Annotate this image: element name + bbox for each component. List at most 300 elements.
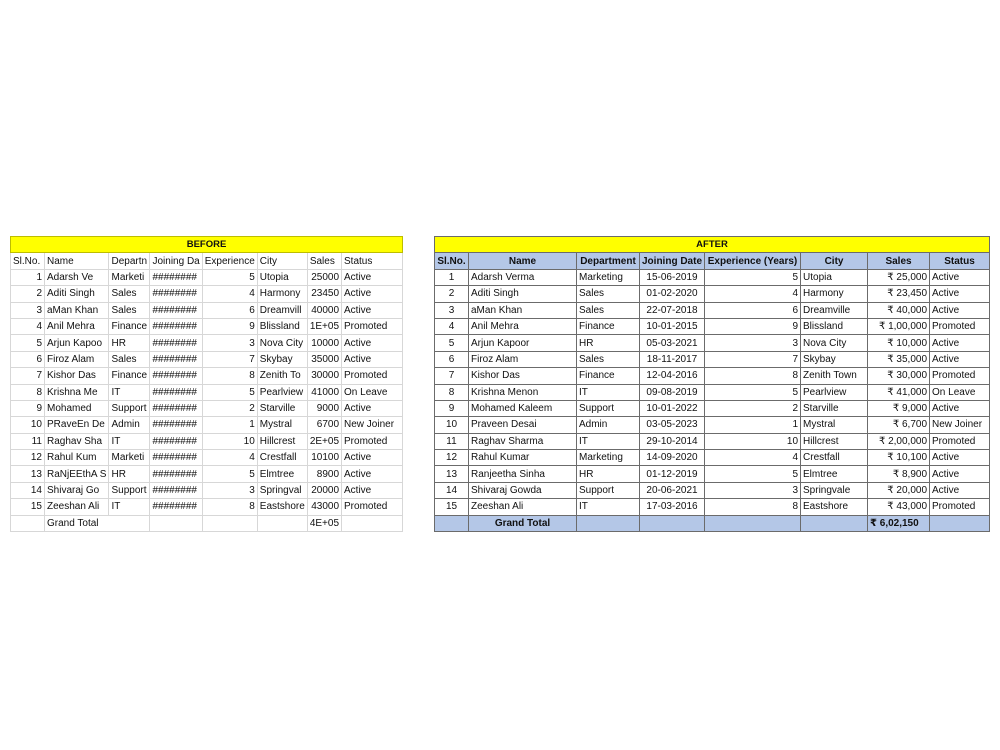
table-cell: 12: [435, 450, 469, 466]
table-cell: Promoted: [342, 433, 403, 449]
table-cell: 15: [435, 499, 469, 515]
table-cell: Rahul Kum: [45, 450, 109, 466]
table-cell: Active: [930, 286, 990, 302]
table-cell: IT: [109, 499, 150, 515]
table-cell: Promoted: [342, 368, 403, 384]
table-row: [435, 400, 990, 416]
table-cell: Marketing: [577, 450, 640, 466]
table-cell: ########: [150, 286, 202, 302]
table-cell: 4: [202, 450, 257, 466]
after-header-cell: Name: [469, 253, 577, 269]
table-cell: Nova City: [801, 335, 868, 351]
before-header-cell: Departn: [109, 253, 150, 269]
table-row: [11, 499, 403, 515]
before-total-row: [11, 515, 403, 531]
table-cell: 5: [202, 384, 257, 400]
table-cell: 4: [435, 318, 469, 334]
table-cell: 1: [705, 417, 801, 433]
after-header-cell: Status: [930, 253, 990, 269]
after-table-body: [435, 237, 990, 270]
after-header-cell: Department: [577, 253, 640, 269]
table-cell: 9000: [307, 400, 341, 416]
table-cell: Hillcrest: [801, 433, 868, 449]
table-cell: Crestfall: [257, 450, 307, 466]
table-cell: Mohamed Kaleem: [469, 400, 577, 416]
table-row: [435, 318, 990, 334]
table-cell: Marketing: [577, 269, 640, 285]
before-total-value: 4E+05: [307, 515, 341, 531]
table-cell: aMan Khan: [45, 302, 109, 318]
table-cell: Active: [342, 450, 403, 466]
table-cell: Sales: [577, 351, 640, 367]
table-cell: IT: [109, 433, 150, 449]
table-cell: 30000: [307, 368, 341, 384]
table-cell: ########: [150, 368, 202, 384]
table-cell: 3: [705, 335, 801, 351]
table-cell: 10: [202, 433, 257, 449]
table-cell: ₹ 35,000: [868, 351, 930, 367]
table-row: [11, 368, 403, 384]
table-cell: 14-09-2020: [640, 450, 705, 466]
table-cell: Skybay: [801, 351, 868, 367]
after-total-value: ₹ 6,02,150: [868, 515, 930, 531]
after-data-rows: [435, 269, 990, 515]
table-cell: 4: [705, 450, 801, 466]
table-cell: 3: [435, 302, 469, 318]
table-cell: Active: [342, 466, 403, 482]
table-cell: 10-01-2015: [640, 318, 705, 334]
table-cell: Harmony: [257, 286, 307, 302]
table-cell: 7: [11, 368, 45, 384]
table-cell: 5: [705, 466, 801, 482]
table-row: [435, 335, 990, 351]
table-cell: Arjun Kapoo: [45, 335, 109, 351]
table-cell: 13: [435, 466, 469, 482]
table-cell: Active: [930, 450, 990, 466]
after-total: [435, 515, 990, 531]
table-cell: Admin: [577, 417, 640, 433]
before-header-cell: Experience: [202, 253, 257, 269]
after-header-cell: City: [801, 253, 868, 269]
table-cell: 1: [435, 269, 469, 285]
after-total-row: [435, 515, 990, 531]
table-cell: ########: [150, 499, 202, 515]
before-header-cell: Joining Da: [150, 253, 202, 269]
table-cell: Utopia: [257, 269, 307, 285]
table-cell: Marketi: [109, 450, 150, 466]
table-cell: ₹ 20,000: [868, 482, 930, 498]
table-cell: 8: [705, 499, 801, 515]
table-cell: 6: [705, 302, 801, 318]
table-cell: 15-06-2019: [640, 269, 705, 285]
table-cell: Dreamvill: [257, 302, 307, 318]
table-cell: Zeeshan Ali: [45, 499, 109, 515]
table-cell: Finance: [577, 368, 640, 384]
table-cell: 25000: [307, 269, 341, 285]
table-cell: Active: [342, 302, 403, 318]
table-cell: ₹ 41,000: [868, 384, 930, 400]
table-cell: 03-05-2023: [640, 417, 705, 433]
table-cell: 10: [435, 417, 469, 433]
table-cell: Crestfall: [801, 450, 868, 466]
table-cell: IT: [577, 433, 640, 449]
table-cell: 2: [435, 286, 469, 302]
table-cell: Mystral: [257, 417, 307, 433]
table-row: [11, 450, 403, 466]
table-cell: ₹ 23,450: [868, 286, 930, 302]
table-cell: Pearlview: [801, 384, 868, 400]
table-row: [11, 400, 403, 416]
table-cell: 4: [202, 286, 257, 302]
table-cell: ₹ 2,00,000: [868, 433, 930, 449]
after-header-cell: Joining Date: [640, 253, 705, 269]
table-row: [435, 384, 990, 400]
table-cell: 9: [705, 318, 801, 334]
table-cell: Active: [930, 400, 990, 416]
table-cell: 10: [705, 433, 801, 449]
table-cell: Skybay: [257, 351, 307, 367]
table-cell: PRaveEn De: [45, 417, 109, 433]
table-row: [11, 466, 403, 482]
table-cell: Dreamville: [801, 302, 868, 318]
before-table-body: [11, 237, 403, 270]
table-cell: IT: [109, 384, 150, 400]
table-cell: Kishor Das: [469, 368, 577, 384]
table-cell: New Joiner: [930, 417, 990, 433]
table-cell: 9: [202, 318, 257, 334]
after-header-row: [435, 253, 990, 269]
table-row: [11, 384, 403, 400]
table-cell: ########: [150, 417, 202, 433]
table-cell: Finance: [577, 318, 640, 334]
table-cell: 3: [202, 335, 257, 351]
table-cell: 4: [11, 318, 45, 334]
table-cell: 29-10-2014: [640, 433, 705, 449]
table-row: [435, 466, 990, 482]
table-cell: Zenith Town: [801, 368, 868, 384]
table-cell: Support: [577, 400, 640, 416]
table-cell: 5: [11, 335, 45, 351]
table-cell: Elmtree: [801, 466, 868, 482]
before-total: [11, 515, 403, 531]
table-cell: Pearlview: [257, 384, 307, 400]
table-cell: IT: [577, 499, 640, 515]
table-cell: 8900: [307, 466, 341, 482]
table-cell: 10000: [307, 335, 341, 351]
table-cell: HR: [577, 466, 640, 482]
table-cell: ########: [150, 269, 202, 285]
table-cell: Praveen Desai: [469, 417, 577, 433]
after-table: [434, 236, 990, 532]
table-cell: Active: [342, 335, 403, 351]
table-cell: 12: [11, 450, 45, 466]
table-cell: Active: [930, 351, 990, 367]
table-cell: 05-03-2021: [640, 335, 705, 351]
table-cell: 12-04-2016: [640, 368, 705, 384]
after-header-cell: Sales: [868, 253, 930, 269]
table-cell: 8: [435, 384, 469, 400]
table-cell: Aditi Singh: [45, 286, 109, 302]
table-cell: 01-12-2019: [640, 466, 705, 482]
table-cell: Krishna Menon: [469, 384, 577, 400]
table-cell: ₹ 1,00,000: [868, 318, 930, 334]
table-cell: 7: [435, 368, 469, 384]
table-cell: ########: [150, 450, 202, 466]
table-cell: Mystral: [801, 417, 868, 433]
after-header-cell: Experience (Years): [705, 253, 801, 269]
after-header-cell: Sl.No.: [435, 253, 469, 269]
before-title-row: [11, 237, 403, 253]
table-row: [11, 351, 403, 367]
table-cell: 3: [705, 482, 801, 498]
table-cell: Ranjeetha Sinha: [469, 466, 577, 482]
table-cell: 3: [202, 482, 257, 498]
table-cell: 2: [11, 286, 45, 302]
table-cell: 11: [11, 433, 45, 449]
table-cell: ########: [150, 302, 202, 318]
before-header-cell: Sl.No.: [11, 253, 45, 269]
table-cell: 8: [11, 384, 45, 400]
table-cell: ₹ 10,100: [868, 450, 930, 466]
table-cell: Zenith To: [257, 368, 307, 384]
table-cell: 5: [705, 384, 801, 400]
table-cell: Harmony: [801, 286, 868, 302]
table-cell: 35000: [307, 351, 341, 367]
table-cell: Anil Mehra: [45, 318, 109, 334]
table-cell: 17-03-2016: [640, 499, 705, 515]
table-cell: Adarsh Ve: [45, 269, 109, 285]
table-cell: Active: [342, 351, 403, 367]
table-row: [11, 417, 403, 433]
table-cell: 1E+05: [307, 318, 341, 334]
table-cell: Support: [577, 482, 640, 498]
table-cell: Aditi Singh: [469, 286, 577, 302]
table-cell: ########: [150, 351, 202, 367]
table-cell: Springval: [257, 482, 307, 498]
before-header-cell: Name: [45, 253, 109, 269]
table-cell: Support: [109, 400, 150, 416]
table-cell: ########: [150, 482, 202, 498]
table-cell: Eastshore: [801, 499, 868, 515]
table-row: [435, 302, 990, 318]
table-cell: ₹ 43,000: [868, 499, 930, 515]
table-cell: Shivaraj Go: [45, 482, 109, 498]
table-cell: Krishna Me: [45, 384, 109, 400]
table-row: [11, 433, 403, 449]
table-cell: ########: [150, 318, 202, 334]
table-cell: Active: [930, 302, 990, 318]
table-cell: Promoted: [342, 499, 403, 515]
table-cell: Sales: [109, 351, 150, 367]
after-title-row: [435, 237, 990, 253]
table-row: [11, 335, 403, 351]
table-cell: Nova City: [257, 335, 307, 351]
table-cell: Shivaraj Gowda: [469, 482, 577, 498]
table-cell: 01-02-2020: [640, 286, 705, 302]
before-table: [10, 236, 403, 532]
after-total-label: Grand Total: [469, 515, 577, 531]
table-cell: Firoz Alam: [45, 351, 109, 367]
table-cell: ₹ 10,000: [868, 335, 930, 351]
table-cell: 20000: [307, 482, 341, 498]
table-cell: HR: [109, 466, 150, 482]
table-cell: Hillcrest: [257, 433, 307, 449]
after-title: AFTER: [435, 237, 990, 253]
table-row: [11, 302, 403, 318]
table-cell: Elmtree: [257, 466, 307, 482]
table-cell: IT: [577, 384, 640, 400]
table-cell: Active: [930, 269, 990, 285]
table-row: [435, 351, 990, 367]
table-cell: 14: [11, 482, 45, 498]
table-cell: Marketi: [109, 269, 150, 285]
table-cell: 7: [202, 351, 257, 367]
table-cell: Sales: [109, 286, 150, 302]
table-cell: Active: [930, 335, 990, 351]
table-cell: ########: [150, 433, 202, 449]
table-cell: ₹ 8,900: [868, 466, 930, 482]
table-row: [435, 286, 990, 302]
table-cell: 2: [705, 400, 801, 416]
table-cell: 1: [11, 269, 45, 285]
table-cell: 5: [202, 269, 257, 285]
table-cell: ₹ 30,000: [868, 368, 930, 384]
table-cell: Sales: [109, 302, 150, 318]
table-cell: ₹ 6,700: [868, 417, 930, 433]
table-cell: Kishor Das: [45, 368, 109, 384]
table-cell: 22-07-2018: [640, 302, 705, 318]
before-header-cell: City: [257, 253, 307, 269]
table-cell: ########: [150, 335, 202, 351]
table-cell: Sales: [577, 302, 640, 318]
table-cell: HR: [109, 335, 150, 351]
table-row: [435, 269, 990, 285]
table-cell: Promoted: [930, 499, 990, 515]
table-cell: Springvale: [801, 482, 868, 498]
table-cell: Blissland: [801, 318, 868, 334]
table-cell: Active: [342, 286, 403, 302]
table-cell: 1: [202, 417, 257, 433]
table-cell: 41000: [307, 384, 341, 400]
table-row: [11, 269, 403, 285]
table-cell: Blissland: [257, 318, 307, 334]
table-cell: 4: [705, 286, 801, 302]
table-cell: Starville: [801, 400, 868, 416]
table-cell: New Joiner: [342, 417, 403, 433]
table-cell: 40000: [307, 302, 341, 318]
table-cell: Active: [342, 482, 403, 498]
table-cell: 5: [202, 466, 257, 482]
before-total-label: Grand Total: [45, 515, 150, 531]
table-cell: 5: [705, 269, 801, 285]
table-cell: ########: [150, 400, 202, 416]
table-cell: 10: [11, 417, 45, 433]
table-cell: ########: [150, 384, 202, 400]
table-cell: 2E+05: [307, 433, 341, 449]
table-cell: Active: [930, 482, 990, 498]
table-cell: HR: [577, 335, 640, 351]
table-cell: 8: [202, 368, 257, 384]
table-cell: Active: [930, 466, 990, 482]
table-cell: Utopia: [801, 269, 868, 285]
table-cell: 8: [202, 499, 257, 515]
table-cell: aMan Khan: [469, 302, 577, 318]
table-cell: 6: [435, 351, 469, 367]
table-cell: Arjun Kapoor: [469, 335, 577, 351]
table-cell: Raghav Sharma: [469, 433, 577, 449]
table-cell: 6: [202, 302, 257, 318]
table-cell: Finance: [109, 368, 150, 384]
table-row: [435, 368, 990, 384]
table-cell: Sales: [577, 286, 640, 302]
table-cell: 7: [705, 351, 801, 367]
table-cell: Active: [342, 400, 403, 416]
table-cell: Admin: [109, 417, 150, 433]
table-cell: 10-01-2022: [640, 400, 705, 416]
table-row: [11, 286, 403, 302]
table-cell: Promoted: [342, 318, 403, 334]
table-cell: 8: [705, 368, 801, 384]
table-cell: 15: [11, 499, 45, 515]
before-title: BEFORE: [11, 237, 403, 253]
table-row: [11, 482, 403, 498]
table-row: [435, 450, 990, 466]
table-cell: 9: [11, 400, 45, 416]
table-cell: Adarsh Verma: [469, 269, 577, 285]
table-row: [11, 318, 403, 334]
table-cell: 14: [435, 482, 469, 498]
table-cell: 11: [435, 433, 469, 449]
table-cell: 23450: [307, 286, 341, 302]
table-cell: 13: [11, 466, 45, 482]
table-cell: Firoz Alam: [469, 351, 577, 367]
table-cell: 3: [11, 302, 45, 318]
table-cell: ########: [150, 466, 202, 482]
table-cell: 6700: [307, 417, 341, 433]
table-cell: 6: [11, 351, 45, 367]
table-cell: Finance: [109, 318, 150, 334]
before-data-rows: [11, 269, 403, 515]
table-row: [435, 482, 990, 498]
table-cell: ₹ 40,000: [868, 302, 930, 318]
table-cell: On Leave: [930, 384, 990, 400]
table-cell: 5: [435, 335, 469, 351]
table-cell: 09-08-2019: [640, 384, 705, 400]
table-row: [435, 499, 990, 515]
table-cell: Eastshore: [257, 499, 307, 515]
table-cell: Promoted: [930, 433, 990, 449]
table-cell: Starville: [257, 400, 307, 416]
table-cell: 20-06-2021: [640, 482, 705, 498]
table-cell: Active: [342, 269, 403, 285]
table-cell: Promoted: [930, 368, 990, 384]
table-cell: ₹ 9,000: [868, 400, 930, 416]
table-cell: ₹ 25,000: [868, 269, 930, 285]
table-cell: Rahul Kumar: [469, 450, 577, 466]
before-header-cell: Sales: [307, 253, 341, 269]
table-cell: 18-11-2017: [640, 351, 705, 367]
table-cell: RaNjEEthA S: [45, 466, 109, 482]
before-header-cell: Status: [342, 253, 403, 269]
table-cell: Raghav Sha: [45, 433, 109, 449]
table-cell: 2: [202, 400, 257, 416]
table-cell: Mohamed: [45, 400, 109, 416]
before-header-row: [11, 253, 403, 269]
table-cell: Support: [109, 482, 150, 498]
table-row: [435, 433, 990, 449]
table-cell: Anil Mehra: [469, 318, 577, 334]
table-cell: 10100: [307, 450, 341, 466]
